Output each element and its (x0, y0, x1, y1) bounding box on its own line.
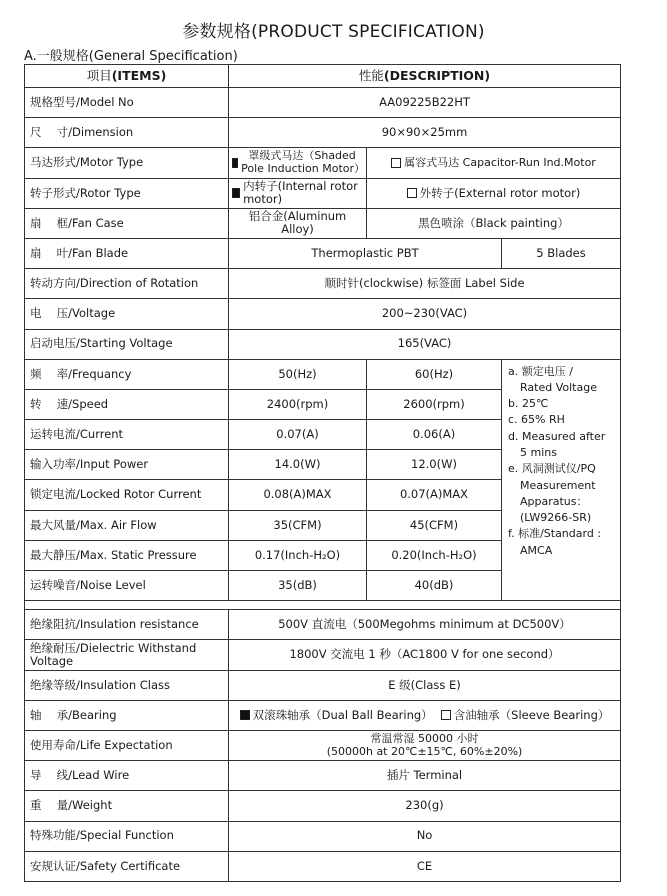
unchecked-box-icon (441, 710, 451, 720)
row-label: 运转电流/Current (25, 420, 229, 450)
row-value-60hz: 0.06(A) (367, 420, 502, 450)
row-value: 200~230(VAC) (229, 299, 621, 329)
row-label: 最大风量/Max. Air Flow (25, 510, 229, 540)
row-label: 使用寿命/Life Expectation (25, 730, 229, 760)
row-value: 1800V 交流电 1 秒（AC1800 V for one second） (229, 640, 621, 670)
row-label: 转动方向/Direction of Rotation (25, 269, 229, 299)
header-items: 项目(ITEMS) (25, 65, 229, 88)
row-label: 输入功率/Input Power (25, 450, 229, 480)
row-label: 绝缘等级/Insulation Class (25, 670, 229, 700)
row-value-50hz: 50(Hz) (229, 359, 367, 389)
row-label: 频 率/Frequancy (25, 359, 229, 389)
row-label: 转 速/Speed (25, 389, 229, 419)
row-value: 500V 直流电（500Megohms minimum at DC500V） (229, 610, 621, 640)
section-heading: A.一般规格(General Specification) (24, 49, 238, 64)
row-label: 电 压/Voltage (25, 299, 229, 329)
row-value-50hz: 0.08(A)MAX (229, 480, 367, 510)
table-row (25, 178, 621, 208)
row-value-60hz: 12.0(W) (367, 450, 502, 480)
spec-table (24, 64, 621, 882)
unchecked-box-icon (391, 158, 401, 168)
row-value: 插片 Terminal (229, 761, 621, 791)
row-label: 规格型号/Model No (25, 88, 229, 118)
spacer-cell (25, 601, 621, 610)
row-value-60hz: 60(Hz) (367, 359, 502, 389)
table-row (25, 118, 621, 148)
row-label: 导 线/Lead Wire (25, 761, 229, 791)
row-label: 重 量/Weight (25, 791, 229, 821)
row-label: 尺 寸/Dimension (25, 118, 229, 148)
row-value-60hz: 0.20(Inch-H₂O) (367, 540, 502, 570)
row-label: 最大静压/Max. Static Pressure (25, 540, 229, 570)
row-value: AA09225B22HT (229, 88, 621, 118)
row-value-60hz: 40(dB) (367, 571, 502, 601)
unchecked-box-icon (407, 188, 417, 198)
note-line: a. 额定电压 / (508, 364, 573, 378)
row-value: 顺时针(clockwise) 标签面 Label Side (229, 269, 621, 299)
table-row (25, 791, 621, 821)
row-value: 5 Blades (502, 238, 621, 268)
checked-box-icon (232, 158, 238, 168)
row-label: 运转噪音/Noise Level (25, 571, 229, 601)
row-value: No (229, 821, 621, 851)
row-label: 马达形式/Motor Type (25, 148, 229, 178)
note-line: Measurement (520, 478, 596, 492)
row-label: 转子形式/Rotor Type (25, 178, 229, 208)
table-row (25, 640, 621, 670)
header-description: 性能(DESCRIPTION) (229, 65, 621, 88)
row-label: 特殊功能/Special Function (25, 821, 229, 851)
note-line: Apparatus： (520, 494, 588, 508)
row-value-60hz: 2600(rpm) (367, 389, 502, 419)
row-value: 铝合金(Aluminum Alloy) (229, 208, 367, 238)
table-row (25, 851, 621, 881)
row-value-50hz: 14.0(W) (229, 450, 367, 480)
row-value: 165(VAC) (229, 329, 621, 359)
row-value-50hz: 2400(rpm) (229, 389, 367, 419)
table-row (25, 610, 621, 640)
row-label: 启动电压/Starting Voltage (25, 329, 229, 359)
table-row (25, 821, 621, 851)
table-row (25, 761, 621, 791)
row-value: 黑色喷涂（Black painting） (367, 208, 621, 238)
rotor-option-internal: 内转子(Internal rotor motor) (229, 178, 367, 208)
row-value-60hz: 0.07(A)MAX (367, 480, 502, 510)
note-line: AMCA (520, 543, 553, 557)
row-value-50hz: 0.17(Inch-H₂O) (229, 540, 367, 570)
table-row (25, 238, 621, 268)
row-label: 绝缘耐压/Dielectric Withstand Voltage (25, 640, 229, 670)
page-title: 参数规格(PRODUCT SPECIFICATION) (182, 22, 485, 42)
table-row (25, 299, 621, 329)
note-line: d. Measured after (508, 429, 606, 443)
note-line: c. 65% RH (508, 413, 565, 427)
table-row (25, 359, 621, 389)
test-conditions-notes (502, 359, 621, 601)
row-label: 绝缘阻抗/Insulation resistance (25, 610, 229, 640)
table-row (25, 148, 621, 178)
row-value: 230(g) (229, 791, 621, 821)
row-value: Thermoplastic PBT (229, 238, 502, 268)
bearing-options: 双滚珠轴承（Dual Ball Bearing） 含油轴承（Sleeve Bearing） (229, 700, 621, 730)
checked-box-icon (240, 710, 250, 720)
row-label: 安规认证/Safety Certificate (25, 851, 229, 881)
table-row (25, 208, 621, 238)
row-value-50hz: 0.07(A) (229, 420, 367, 450)
row-value: CE (229, 851, 621, 881)
row-label: 锁定电流/Locked Rotor Current (25, 480, 229, 510)
checked-box-icon (232, 188, 240, 198)
row-value: 90×90×25mm (229, 118, 621, 148)
motor-option-shaded: 罩级式马达（Shaded Pole Induction Motor） (229, 148, 367, 178)
row-value-60hz: 45(CFM) (367, 510, 502, 540)
rotor-option-external: 外转子(External rotor motor) (367, 178, 621, 208)
row-label: 扇 框/Fan Case (25, 208, 229, 238)
table-header-row (25, 65, 621, 88)
row-value: E 级(Class E) (229, 670, 621, 700)
note-line: e. 风洞测试仪/PQ (508, 462, 596, 476)
note-line: 5 mins (520, 446, 557, 460)
table-row (25, 700, 621, 730)
note-line: (LW9266-SR) (520, 511, 592, 525)
note-line: Rated Voltage (520, 380, 597, 394)
motor-option-capacitor: 属容式马达 Capacitor-Run Ind.Motor (367, 148, 621, 178)
table-row (25, 670, 621, 700)
row-value-50hz: 35(dB) (229, 571, 367, 601)
table-row (25, 730, 621, 760)
note-line: b. 25℃ (508, 397, 549, 411)
row-label: 扇 叶/Fan Blade (25, 238, 229, 268)
table-row (25, 269, 621, 299)
table-spacer (25, 601, 621, 610)
table-row (25, 88, 621, 118)
table-row (25, 329, 621, 359)
note-line: f. 标准/Standard : (508, 527, 602, 541)
row-label: 轴 承/Bearing (25, 700, 229, 730)
row-value: 常温常湿 50000 小时 (50000h at 20℃±15℃, 60%±20%) (229, 730, 621, 760)
row-value-50hz: 35(CFM) (229, 510, 367, 540)
